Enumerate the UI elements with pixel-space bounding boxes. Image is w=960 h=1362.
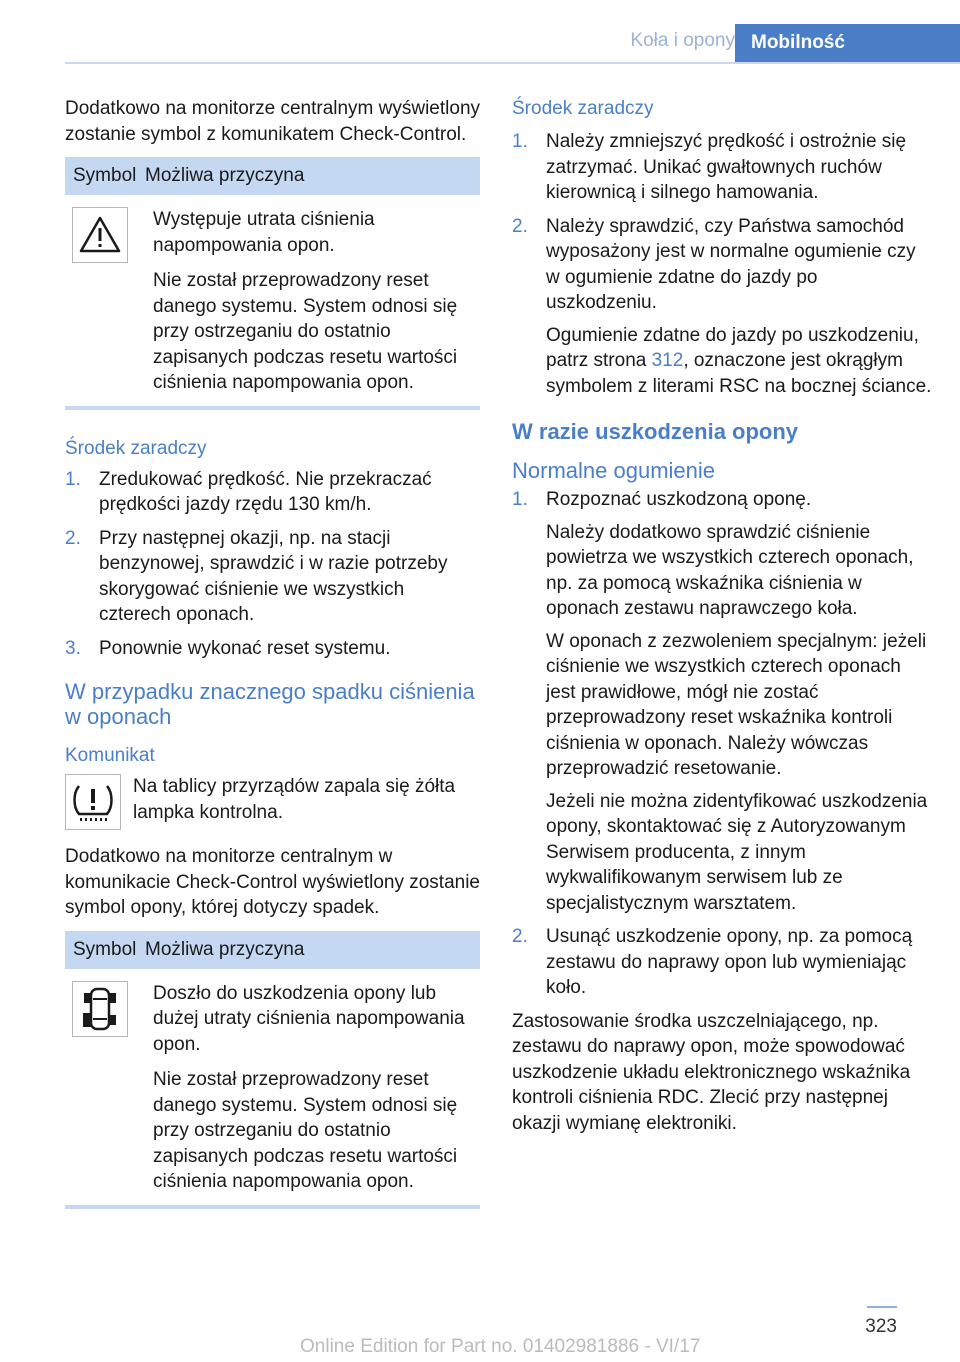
chapter-tab: Mobilność — [735, 24, 960, 62]
steps-list — [512, 487, 932, 1001]
list-item: 1. Zredukować prędkość. Nie przekraczać prędkości jazdy rzędu 130 km/h. — [65, 468, 432, 515]
table-row — [65, 969, 480, 1205]
table-divider — [65, 1205, 480, 1209]
message-text: Na tablicy przyrządów zapala się żółta lampka kontrolna. — [133, 776, 456, 823]
column-symbol: Symbol — [73, 938, 137, 960]
list-item: 2. Przy następnej okazji, np. na stacji benzynowej, sprawdzić i w razie potrzeby skorygować ciśnienie we wszystkich czterech oponach. — [65, 527, 448, 625]
footer-rule — [867, 1306, 897, 1308]
cause-text: Doszło do uszkodzenia opony lub dużej utraty ciśnienia napompowania opon. — [153, 982, 465, 1055]
message-heading: Komunikat — [65, 745, 155, 766]
list-item: 2. Należy sprawdzić, czy Państwa samochód wyposażony jest w normalne ogumienie czy w ogumienie zdatne do jazdy po uszkodzeniu. Ogumienie zdatne do jazdy po uszkodzeniu, patrz strona 312, oznaczone jest okrągłym symbolem z literami RSC na bocznej ściance. — [512, 215, 932, 397]
list-item: 1. Należy zmniejszyć prędkość i ostrożnie się zatrzymać. Unikać gwałtownych ruchów kierownicą i silnego hamowania. — [512, 131, 907, 203]
remedy-heading: Środek zaradczy — [65, 437, 207, 459]
remedy-heading: Środek zaradczy — [512, 98, 654, 119]
page-link[interactable]: 312 — [651, 350, 684, 371]
left-column — [65, 96, 480, 1209]
table-header — [65, 157, 480, 195]
page-header — [65, 26, 960, 64]
list-item: 3. Ponownie wykonać reset systemu. — [65, 637, 391, 659]
column-cause: Możliwa przyczyna — [145, 938, 305, 960]
remedy-list — [512, 129, 932, 399]
right-column — [512, 96, 932, 1136]
table-header — [65, 931, 480, 969]
message-block — [65, 774, 480, 830]
column-symbol: Symbol — [73, 165, 137, 186]
symbol-table-1 — [65, 157, 480, 410]
car-tire-damage-icon — [72, 981, 128, 1037]
remedy-list — [65, 467, 480, 662]
page-number: 323 — [865, 1316, 897, 1337]
closing-paragraph: Zastosowanie środka uszczelniającego, np. zestawu do naprawy opon, może spowodować uszkodzenie układu elektronicznego wskaźnika kontroli ciśnienia RDC. Zlecić przy następnej okazji wymianę elektroniki. — [512, 1010, 911, 1134]
cause-text: Nie został przeprowadzony reset danego systemu. System odnosi się przy ostrzeganiu do ostatnio zapisanych podczas resetu wartości ciśnienia napompowania opon. — [153, 1069, 458, 1192]
cause-text: Występuje utrata ciśnienia napompowania opon. — [153, 209, 375, 256]
tire-pressure-warning-icon — [65, 774, 121, 830]
symbol-table-2 — [65, 931, 480, 1209]
list-item: 1. Rozpoznać uszkodzoną oponę. Należy dodatkowo sprawdzić ciśnienie powietrza we wszystkich czterech oponach, np. za pomocą wskaźnika ciśnienia w oponach zestawu naprawczego koła. W oponach z zezwoleniem specjalnym: jeżeli ciśnienie we wszystkich czterech oponach jest prawidłowe, mógł nie zostać przeprowadzony reset wskaźnika kontroli ciśnienia w oponach. Należy wówczas przeprowadzić resetowanie. Jeżeli nie można zidentyfikować uszkodzenia opony, skontaktować się z Autoryzowanym Serwisem producenta, z innym wykwalifikowanym serwisem lub ze specjalistycznym warsztatem. — [512, 489, 928, 914]
list-item: 2. Usunąć uszkodzenie opony, np. za pomocą zestawu do naprawy opon lub wymieniając koło. — [512, 926, 913, 998]
cause-text: Nie został przeprowadzony reset danego systemu. System odnosi się przy ostrzeganiu do ostatnio zapisanych podczas resetu wartości ciśnienia napompowania opon. — [153, 270, 458, 393]
edition-footer: Online Edition for Part no. 01402981886 - VI/17 — [300, 1336, 701, 1357]
column-cause: Możliwa przyczyna — [145, 165, 305, 186]
section-heading: W przypadku znacznego spadku ciśnienia w oponach — [65, 679, 475, 729]
table-row — [65, 195, 480, 406]
main-heading: W razie uszkodzenia opony — [512, 419, 799, 444]
warning-triangle-icon — [72, 207, 128, 263]
sub-heading: Normalne ogumienie — [512, 458, 715, 483]
section-label: Koła i opony — [630, 30, 735, 51]
paragraph: Dodatkowo na monitorze centralnym w komunikacie Check-Control wyświetlony zostanie symbol opony, której dotyczy spadek. — [65, 846, 481, 918]
intro-paragraph: Dodatkowo na monitorze centralnym wyświetlony zostanie symbol z komunikatem Check-Control. — [65, 98, 481, 145]
